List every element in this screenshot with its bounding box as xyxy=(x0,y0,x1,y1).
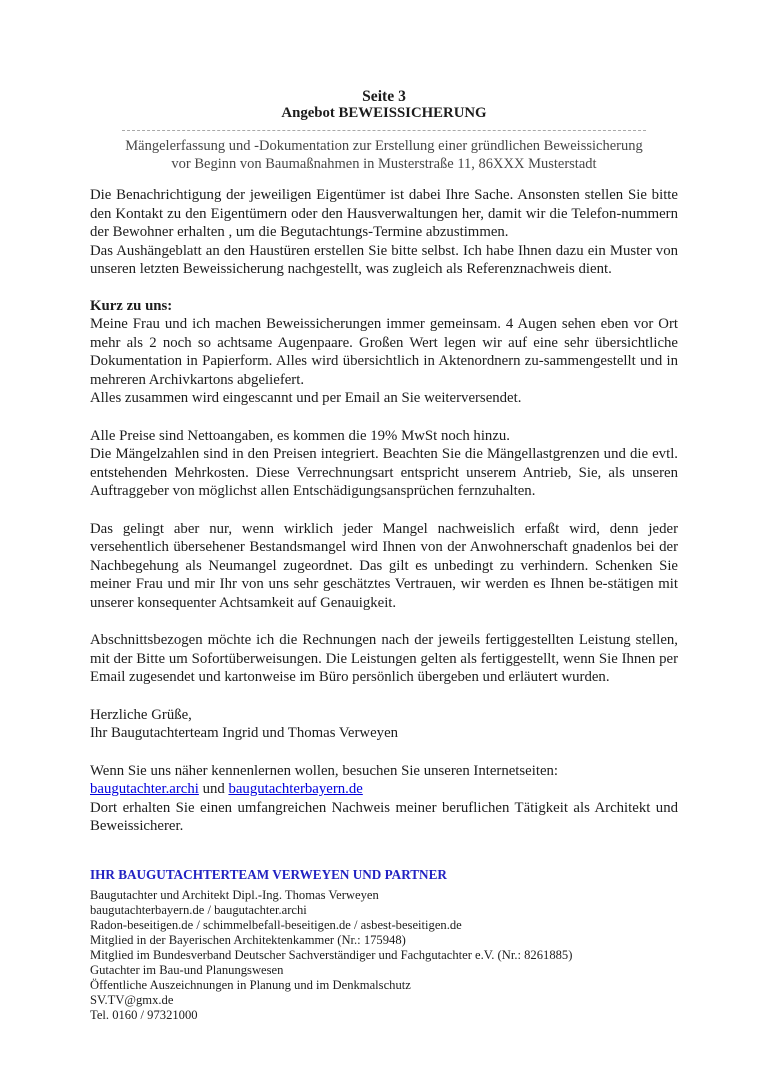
websites-outro: Dort erhalten Sie einen umfangreichen Nachweis meiner beruflichen Tätigkeit als Architekt und Beweissicherer. xyxy=(90,799,678,834)
document-subtitle xyxy=(90,137,678,173)
paragraph-diligence: Das gelingt aber nur, wenn wirklich jeder Mangel nachweislich erfaßt wird, denn jeder versehentlich übersehener Bestandsmangel wird Ihnen von der Anwohnerschaft gnadenlos bei der Nachbegehung als Neumangel zugeordnet. Das gilt es unbedingt zu verhindern. Schenken Sie meiner Frau und mir Ihr von uns sehr geschätztes Vertrauen, wir werden es Ihnen be-stätigen mit unserer konsequenter Achtsamkeit auf Genauigkeit. xyxy=(90,520,678,611)
footer-line-websites: baugutachterbayern.de / baugutachter.archi xyxy=(90,902,307,917)
signature-block xyxy=(90,867,678,1023)
paragraph-posting: Das Aushängeblatt an den Haustüren erstellen Sie bitte selbst. Ich habe Ihnen dazu ein Muster von unseren letzten Beweissicherung nachgestellt, was zugleich als Referenznachweis dient. xyxy=(90,242,678,277)
subtitle-line-2: vor Beginn von Baumaßnahmen in Musterstraße 11, 86XXX Musterstadt xyxy=(171,156,597,172)
page-number-label: Seite 3 xyxy=(362,88,406,105)
dashed-divider xyxy=(122,130,646,131)
paragraph-about-us: Meine Frau und ich machen Beweissicherungen immer gemeinsam. 4 Augen sehen eben vor Ort mehr als 2 noch so achtsame Augenpaare. Großen Wert legen wir auf eine sehr übersichtliche Dokumentation in Papierform. Alles wird übersichtlich in Aktenordnern zu-sammengestellt und in mehreren Archivkartons abgeliefert. xyxy=(90,316,678,388)
websites-intro: Wenn Sie uns näher kennenlernen wollen, besuchen Sie unseren Internetseiten: xyxy=(90,762,559,779)
link-baugutachter-archi[interactable]: baugutachter.archi xyxy=(90,781,199,797)
footer-line-awards: Öffentliche Auszeichnungen in Planung und im Denkmalschutz xyxy=(90,977,411,992)
paragraph-defect-counts: Die Mängelzahlen sind in den Preisen integriert. Beachten Sie die Mängellastgrenzen und die evtl. entstehenden Mehrkosten. Diese Verrechnungsart entspricht unserem Antrieb, Sie, als unseren Auftraggeber von möglichst allen Entschädigungsansprüchen fernzuhalten. xyxy=(90,446,678,499)
paragraph-net-prices: Alle Preise sind Nettoangaben, es kommen die 19% MwSt noch hinzu. xyxy=(90,427,510,444)
document-title: Angebot BEWEISSICHERUNG xyxy=(281,105,487,121)
document-header xyxy=(90,88,678,173)
footer-line-association-membership: Mitglied im Bundesverband Deutscher Sachverständiger und Fachgutachter e.V. (Nr.: 8261885) xyxy=(90,947,573,962)
links-separator: und xyxy=(198,781,229,797)
paragraph-notification: Die Benachrichtigung der jeweiligen Eigentümer ist dabei Ihre Sache. Ansonsten stellen Sie bitte den Kontakt zu den Eigentümern oder den Hausverwaltungen her, damit wir die Telefon-nummern der Bewohner erhalten , um die Begutachtungs-Termine abzustimmen. xyxy=(90,187,678,240)
footer-line-other-domains: Radon-beseitigen.de / schimmelbefall-beseitigen.de / asbest-beseitigen.de xyxy=(90,917,462,932)
link-baugutachterbayern-de[interactable]: baugutachterbayern.de xyxy=(228,781,363,797)
subtitle-line-1: Mängelerfassung und -Dokumentation zur Erstellung einer gründlichen Beweissicherung xyxy=(125,138,643,154)
team-heading: IHR BAUGUTACHTERTEAM VERWEYEN UND PARTNER xyxy=(90,866,447,882)
footer-line-chamber-membership: Mitglied in der Bayerischen Architektenkammer (Nr.: 175948) xyxy=(90,932,406,947)
footer-line-phone: Tel. 0160 / 97321000 xyxy=(90,1007,198,1022)
closing-greeting: Herzliche Grüße, xyxy=(90,706,192,723)
paragraph-scan-delivery: Alles zusammen wird eingescannt und per Email an Sie weiterversendet. xyxy=(90,390,522,406)
about-us-heading: Kurz zu uns: xyxy=(90,297,173,314)
letter-body xyxy=(90,186,678,836)
footer-line-expert-role: Gutachter im Bau-und Planungswesen xyxy=(90,962,284,977)
closing-signature: Ihr Baugutachterteam Ingrid und Thomas Verweyen xyxy=(90,725,399,741)
footer-line-role: Baugutachter und Architekt Dipl.-Ing. Thomas Verweyen xyxy=(90,887,379,902)
footer-line-email: SV.TV@gmx.de xyxy=(90,992,174,1007)
paragraph-invoicing: Abschnittsbezogen möchte ich die Rechnungen nach der jeweils fertiggestellten Leistung stellen, mit der Bitte um Sofortüberweisungen. Die Leistungen gelten als fertiggestellt, wenn Sie Ihnen per Email zugesendet und kartonweise im Büro persönlich übergeben und erläutert wurden. xyxy=(90,632,678,685)
websites-links-line xyxy=(90,780,678,799)
